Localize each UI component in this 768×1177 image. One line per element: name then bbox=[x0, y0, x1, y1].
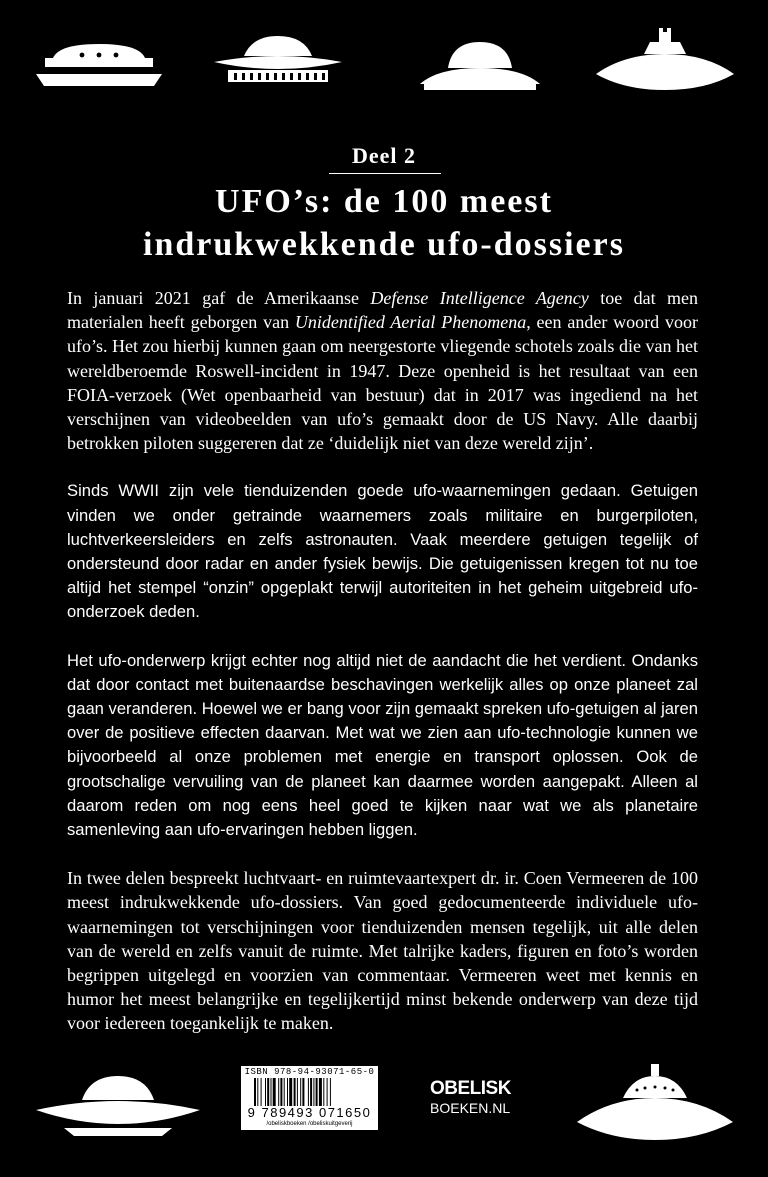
ufo-saucer-icon bbox=[33, 36, 165, 96]
ufo-bell-icon bbox=[418, 40, 542, 92]
text-run: toe dat men materialen heeft geborgen van bbox=[67, 288, 698, 333]
social-handles: /obeliskboeken /obeliskuitgeverij bbox=[266, 1121, 353, 1127]
title-line-2: indrukwekkende ufo-dossiers bbox=[143, 226, 625, 263]
paragraph-1 bbox=[67, 286, 698, 455]
ufo-dome-icon bbox=[212, 30, 344, 90]
barcode-icon bbox=[254, 1078, 365, 1106]
publisher-logo bbox=[430, 1078, 510, 1116]
text-run: In januari 2021 gaf de Amerikaanse bbox=[67, 288, 371, 308]
paragraph-4: In twee delen bespreekt luchtvaart- en ruimtevaartexpert dr. ir. Coen Vermeeren de 100 meest indrukwekkende ufo-dossiers. Van goed gedocumenteerde individuele ufo-waarnemingen tot verschijningen voor tienduizenden mensen tegelijk, uit alle delen van de wereld en zelfs vanuit de ruimte. Met talrijke kaders, figuren en foto’s worden begrippen uitgelegd en voorzien van commentaar. Vermeeren weet met kennis en humor het meest belangrijke en tegelijkertijd minst bekende onderwerp van deze tijd voor iedereen toegankelijk te maken. bbox=[67, 868, 698, 1034]
isbn-label: ISBN 978-94-93071-65-0 bbox=[244, 1067, 375, 1077]
isbn-digits: 9 789493 071650 bbox=[247, 1105, 372, 1120]
title-line-1: UFO’s: de 100 meest bbox=[215, 183, 553, 220]
paragraph-3: Het ufo-onderwerp krijgt echter nog altijd niet de aandacht die het verdient. Ondanks dat door contact met buitenaardse beschavingen werkelijk alles op onze planeet zal gaan veranderen. Hoewel we er bang voor zijn gemaakt spreken ufo-getuigen al jaren over de positieve effecten daarvan. Met wat we zien aan ufo-technologie kunnen we bijvoorbeeld al onze problemen met energie en transport oplossen. Ook de grootschalige vervuiling van de planeet kan daarmee worden aangepakt. Alleen al daarom reden om nog eens heel goed te kijken naar wat we als planetaire samenleving aan ufo-ervaringen hebben liggen. bbox=[67, 650, 698, 840]
blurb bbox=[67, 286, 698, 1060]
logo-bottom-text: BOEKEN.NL bbox=[430, 1100, 511, 1116]
barcode bbox=[241, 1066, 378, 1130]
paragraph-2: Sinds WWII zijn vele tienduizenden goede ufo-waarnemingen gedaan. Getuigen vinden we onder getrainde waarnemers zoals militaire en burgerpiloten, luchtverkeersleiders en zelfs astronauten. Vaak meerdere getuigen tegelijk of ondersteund door radar en ander fysiek bewijs. Die getuigenissen kregen tot nu toe altijd het stempel “onzin” opgeplakt terwijl autoriteiten in het geheim uitgebreid ufo-onderzoek deden. bbox=[67, 481, 698, 622]
ufo-tower-icon bbox=[575, 1064, 735, 1142]
ufo-saucer-icon bbox=[34, 1070, 202, 1140]
italic-run: Defense Intelligence Agency bbox=[370, 288, 589, 308]
divider bbox=[329, 173, 441, 174]
ufo-tower-icon bbox=[594, 28, 736, 92]
logo-top-text: OBELISK bbox=[430, 1078, 511, 1099]
book-title bbox=[0, 180, 768, 266]
italic-run: Unidentified Aerial Phenomena bbox=[294, 312, 527, 333]
part-label: Deel 2 bbox=[351, 143, 417, 168]
text-run: , een ander woord voor ufo’s. Het zou hierbij kunnen gaan om neergestorte vliegende schotels zoals die van het wereldberoemde Roswell-incident in 1947. Deze openheid is het resultaat van een FOIA-verzoek (Wet openbaarheid van bestuur) dat in 2017 was ingediend na het verschijnen van videobeelden van ufo’s gemaakt door de US Navy. Alle daarbij betrokken piloten suggereren dat ze ‘duidelijk niet van deze wereld zijn’. bbox=[67, 312, 698, 454]
